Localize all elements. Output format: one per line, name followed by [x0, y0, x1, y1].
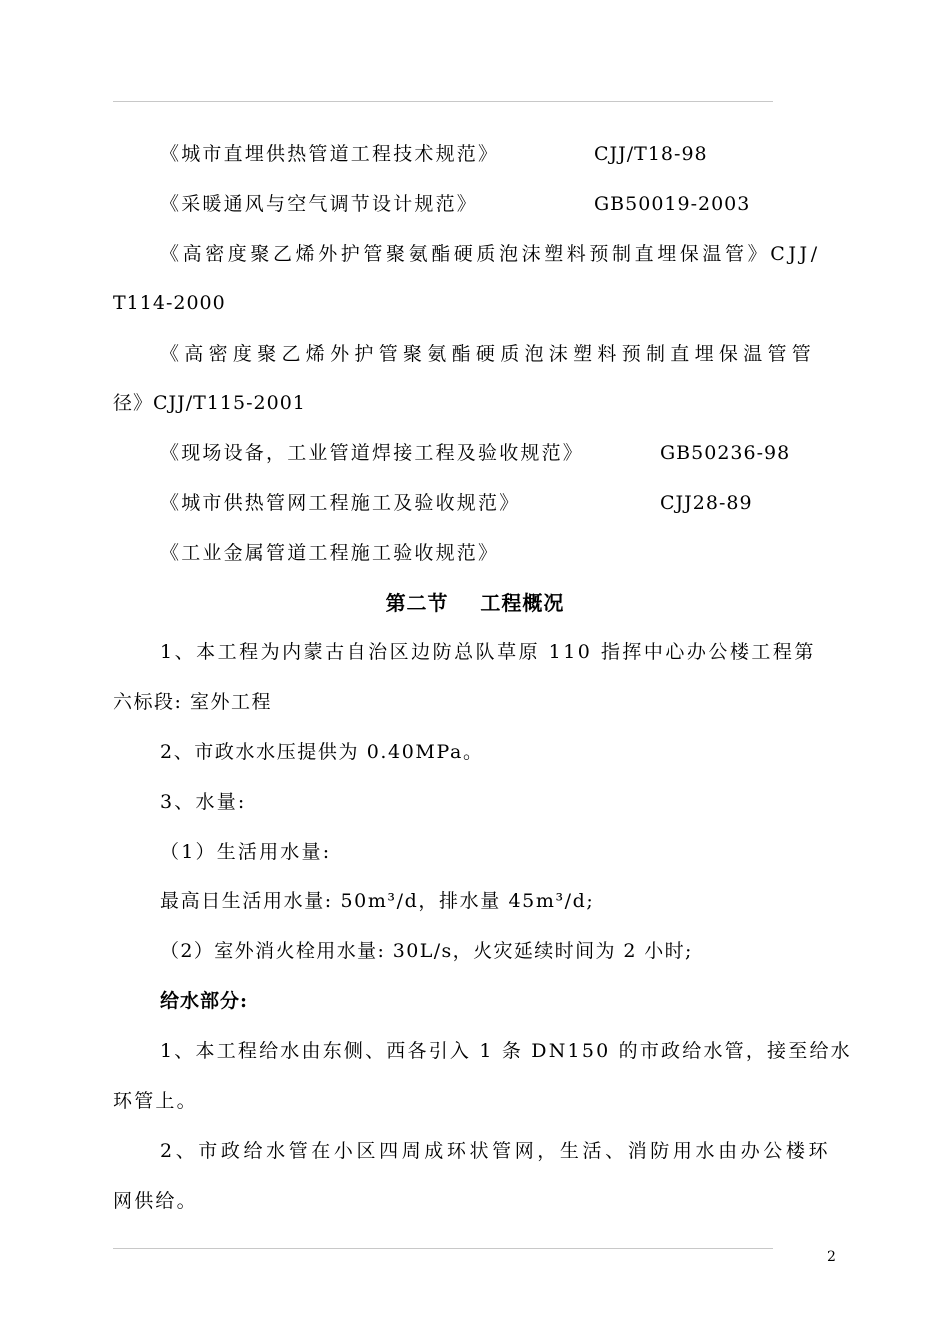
standard-title-5: 《现场设备，工业管道焊接工程及验收规范》 — [160, 442, 585, 464]
standard-title-3-line2: T114-2000 — [113, 292, 226, 314]
standard-title-4-line2: 径》CJJ/T115-2001 — [113, 392, 306, 414]
overview-item-3-1-detail: 最高日生活用水量: 50m³/d，排水量 45m³/d; — [160, 890, 595, 912]
standard-title-4-line1: 《高密度聚乙烯外护管聚氨酯硬质泡沫塑料预制直埋保温管管 — [160, 343, 817, 365]
standard-title-7: 《工业金属管道工程施工验收规范》 — [160, 542, 500, 564]
standard-code-1: CJJ/T18-98 — [594, 143, 708, 165]
standard-title-1: 《城市直埋供热管道工程技术规范》 — [160, 143, 500, 165]
standard-code-5: GB50236-98 — [660, 442, 791, 464]
overview-item-2: 2、市政水水压提供为 0.40MPa。 — [160, 741, 484, 763]
overview-item-1-line1: 1、本工程为内蒙古自治区边防总队草原 110 指挥中心办公楼工程第 — [160, 641, 816, 663]
overview-item-3-2: （2）室外消火栓用水量: 30L/s，火灾延续时间为 2 小时; — [160, 940, 693, 962]
standard-title-3-line1: 《高密度聚乙烯外护管聚氨酯硬质泡沫塑料预制直埋保温管》CJJ/ — [160, 243, 821, 265]
standard-title-6: 《城市供热管网工程施工及验收规范》 — [160, 492, 521, 514]
page-number: 2 — [827, 1249, 836, 1265]
section-heading: 第二节 工程概况 — [385, 591, 565, 615]
standard-code-2: GB50019-2003 — [594, 193, 751, 215]
standard-title-2: 《采暖通风与空气调节设计规范》 — [160, 193, 479, 215]
standard-code-6: CJJ28-89 — [660, 492, 753, 514]
overview-item-1-line2: 六标段: 室外工程 — [113, 691, 272, 713]
overview-item-3: 3、水量: — [160, 791, 247, 813]
water-supply-item-1-line1: 1、本工程给水由东侧、西各引入 1 条 DN150 的市政给水管，接至给水 — [160, 1040, 852, 1062]
water-supply-item-2-line1: 2、市政给水管在小区四周成环状管网，生活、消防用水由办公楼环 — [160, 1140, 832, 1162]
overview-item-3-1: （1）生活用水量: — [160, 841, 332, 863]
water-supply-item-2-line2: 网供给。 — [113, 1190, 198, 1212]
footer-rule — [113, 1248, 773, 1249]
water-supply-item-1-line2: 环管上。 — [113, 1090, 198, 1112]
header-rule — [113, 101, 773, 102]
water-supply-heading: 给水部分: — [160, 990, 249, 1012]
